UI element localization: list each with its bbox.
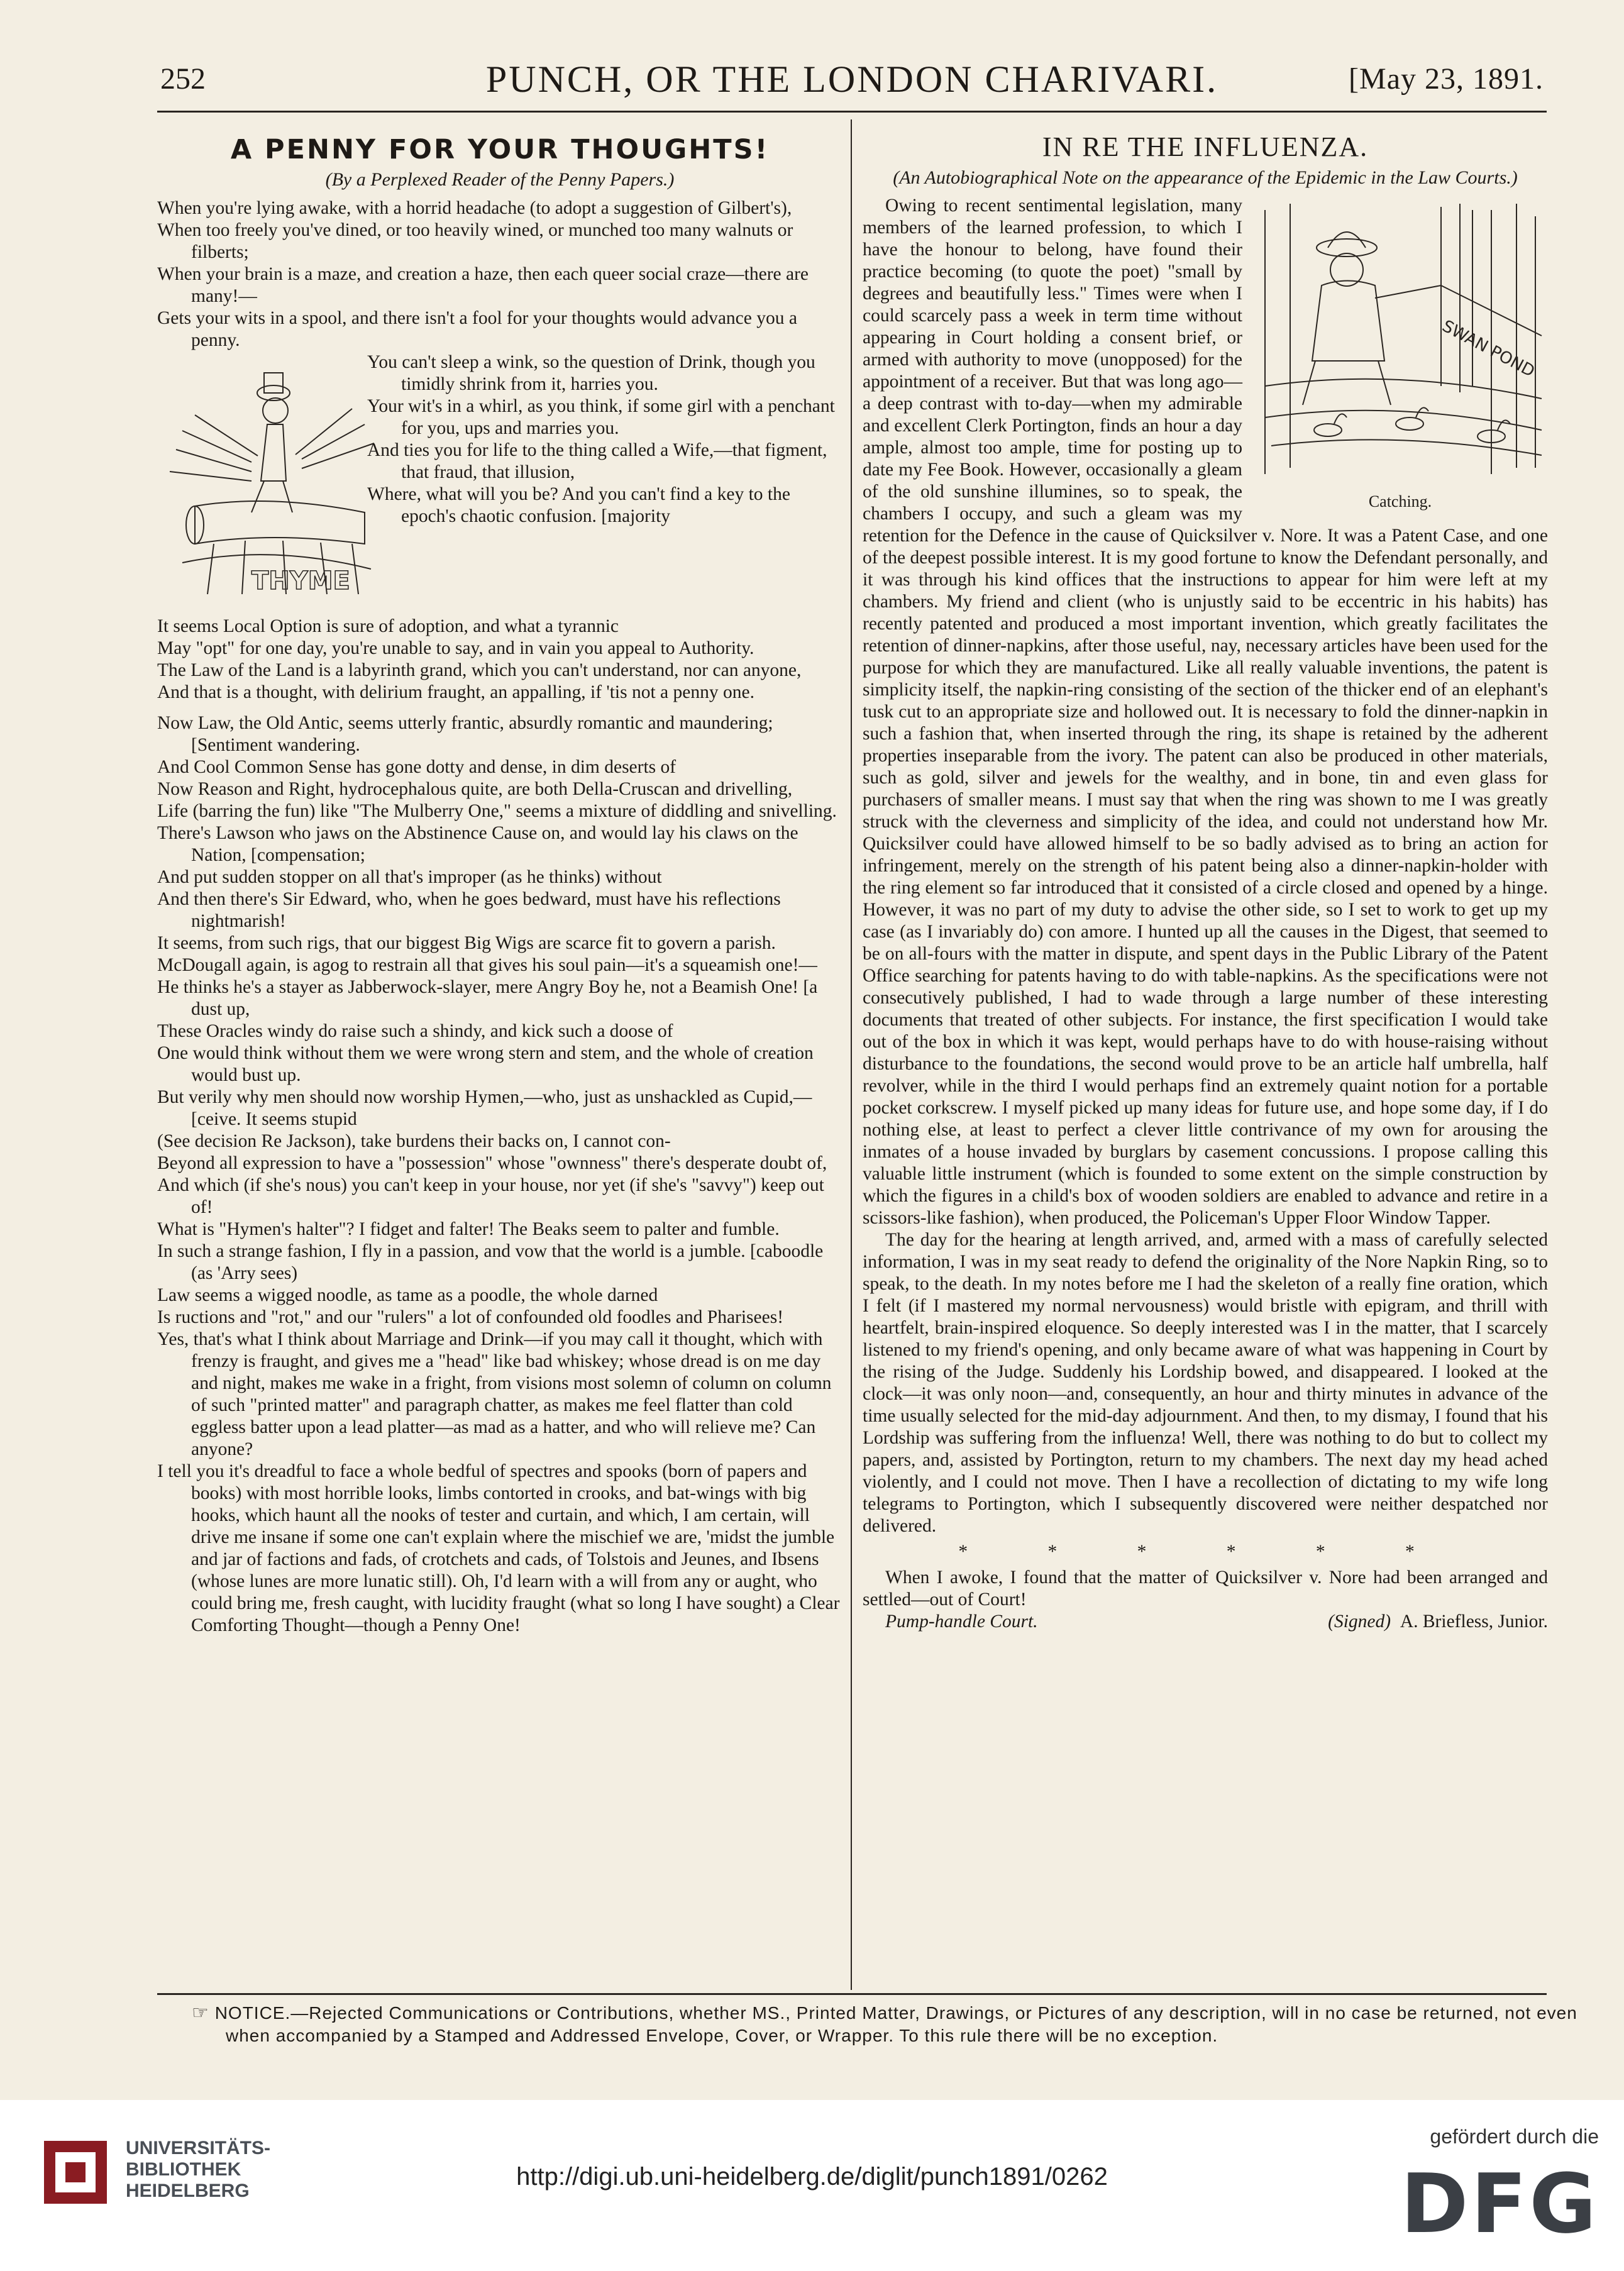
poem-line: (See decision Re Jackson), take burdens their backs on, I cannot con- bbox=[157, 1131, 671, 1151]
poem-line: Law seems a wigged noodle, as tame as a poodle, the whole darned bbox=[157, 1285, 658, 1305]
poem-line: And Cool Common Sense has gone dotty and dense, in dim deserts of bbox=[157, 757, 677, 777]
signoff-name: A. Briefless, Junior. bbox=[1400, 1611, 1548, 1632]
poem-line: There's Lawson who jaws on the Abstinence Cause on, and would lay his claws on the Nation, [compensation; bbox=[157, 823, 798, 865]
illustration-caption: Catching. bbox=[1368, 492, 1432, 511]
institution-name: UNIVERSITÄTS- BIBLIOTHEK HEIDELBERG bbox=[126, 2138, 271, 2201]
poem-line: And that is a thought, with delirium fraught, an appalling, if 'tis not a penny one. bbox=[157, 682, 754, 702]
poem-line: Beyond all expression to have a "possession" whose "ownness" there's desperate doubt of, bbox=[157, 1153, 827, 1173]
poem-line: Yes, that's what I think about Marriage and Drink—if you may call it thought, which with frenzy is fraught, and gives me a "head" like bad whiskey; whose dread is on me day and night, makes me wake in a fright, from visions most solemn of column on column of such "printed matter" and paragraph chatter, as makes me feel flatter than cold eggless batter upon a lead platter—as mad as a hatter, and who will relieve me? Can anyone? bbox=[157, 1329, 832, 1459]
poem-line: And then there's Sir Edward, who, when he goes bedward, must have his reflections nightmarish! bbox=[157, 889, 781, 931]
poem-byline: (By a Perplexed Reader of the Penny Papers.) bbox=[325, 169, 675, 190]
section-break-stars: * * * * * * bbox=[958, 1542, 1452, 1562]
dfg-logo: DFG bbox=[1400, 2156, 1599, 2252]
poem-line: Now Law, the Old Antic, seems utterly frantic, absurdly romantic and maundering; [Sentiment wandering. bbox=[157, 713, 773, 755]
pointing-hand-icon: ☞ bbox=[192, 2003, 209, 2023]
stanza-break bbox=[157, 704, 842, 712]
poem-line: It seems, from such rigs, that our biggest Big Wigs are scarce fit to govern a parish. bbox=[157, 933, 776, 953]
article-subtitle: (An Autobiographical Note on the appearance of the Epidemic in the Law Courts.) bbox=[893, 167, 1518, 188]
funded-by-text: gefördert durch die bbox=[1430, 2125, 1599, 2148]
poem-line: It seems Local Option is sure of adoption, and what a tyrannic bbox=[157, 616, 619, 636]
article-title: IN RE THE INFLUENZA. bbox=[1042, 131, 1369, 162]
article-paragraph: Owing to recent sentimental legislation, many members of the learned profession, to which I have the honour to belong, have found their practice becoming (to quote the poet) "small by degrees and beautifully less." Times were when I could scarcely pass a week in term time without appearing in Court holding a consent brief, or armed with authority to move (unopposed) for the appointment of a receiver. But that was long ago—a deep contrast with to-day—when my admirable and excellent Clerk Portington, finds an hour a day ample, almost too ample, time for posting up to date my Fee Book. However, occasionally a gleam of the old sunshine illumines, so to speak, the chambers I occupy, and such a gleam was my retention for the Defence in the cause of Quicksilver v. Nore. It was a Patent Case, and one of the deepest possible interest. It is my good fortune to know the Defendant personally, and it was through his kind offices that the instructions to appear for him were left at my chambers. My friend and client (who is unjustly said to be eccentric in his habits) has recently patented and produced a most important invention, which greatly facilitates the retention of dinner-napkins, after those useful, nay, necessary articles have been used for the purpose for which they are manufactured. Like all really valuable inventions, the patent is simplicity itself, the napkin-ring consisting of the section of the thicker end of an elephant's tusk cut to an appropriate size and hollowed out. It is necessary to fold the dinner-napkin in such a fashion that, when inserted through the ring, its shape is retained by the adherent properties inseparable from the ivory. The patent can also be produced in other materials, such as gold, silver and jewels for the wealthy, and in bone, tin and even glass for purchasers of smaller means. I must say that when the ring was shown to me I was greatly struck with the cleverness and simplicity of the idea, and could not understand how Mr. Quicksilver could have allowed himself to be so badly advised as to bring an action for infringement, merely on the strength of his patent being also a dinner-napkin-holder with the ring element so far introduced that it consisted of a circle closed and opened by a hinge. However, it was no part of my duty to advise the other side, so I set to work to get up my case (as I invariably do) con amore. I hunted up all the causes in the Digest, that seemed to be on all-fours with the matter in dispute, and spent days in the Public Library of the Patent Office searching for patents having to do with table-napkins. As the specifications were not consecutively published, I had to wade through a large number of these interesting documents that treated of other subjects. For instance, the first specification I would take out of the box in which it was kept, would perhaps have to do with house-raising without disturbance to the foundations, the second would prove to be an article half umbrella, half revolver, while in the third I would perhaps find an extremely quaint notion for a portable pocket corkscrew. I myself picked up many ideas for future use, and hope some day, if I do nothing else, at least to perfect a clever little contrivance of my own for arousing the inmates of a house invaded by burglars by casement concussions. I propose calling this valuable little instrument (which is founded to some extent on the simple construction by which the figures in a child's box of wooden soldiers are enabled to advance and retire in a scissors-like fashion), when produced, the Policeman's Upper Floor Window Tapper. bbox=[863, 196, 1548, 1228]
poem-column bbox=[157, 126, 842, 1637]
illustration-drawing bbox=[1252, 197, 1548, 487]
masthead-title: PUNCH, OR THE LONDON CHARIVARI. bbox=[485, 58, 1218, 100]
signoff-signed: (Signed) bbox=[1328, 1611, 1391, 1632]
illustration-drawing bbox=[157, 355, 390, 613]
poem-line: I tell you it's dreadful to face a whole bedful of spectres and spooks (born of papers and books) with most horrible looks, limbs contorted in crooks, and bat-wings with big hooks, which haunt all the nooks of tester and curtain, and which, I am certain, will drive me insane if some one can't explain where the mischief we are, 'midst the jumble and jar of factions and fads, of crotchets and cads, of Tolstois and Jeunes, and Ibsens (whose lunes are more lunatic still). Oh, I'd learn with a will from any or aught, who could bring me, fresh caught, with lucidity fraught (what so long I have sought) a Clear Comforting Thought—though a Penny One! bbox=[157, 1461, 840, 1635]
poem-line: You can't sleep a wink, so the question of Drink, though you timidly shrink from it, harries you. bbox=[367, 352, 815, 394]
poem-line: McDougall again, is agog to restrain all that gives his soul pain—it's a squeamish one!— bbox=[157, 955, 817, 975]
notice-text: NOTICE.—Rejected Communications or Contributions, whether MS., Printed Matter, Drawings, or Pictures of any description, will in no case be returned, not even when accompanied by a Stamped and Addressed Envelope, Cover, or Wrapper. To this rule there will be no exception. bbox=[214, 2003, 1577, 2045]
signoff-place: Pump-handle Court. bbox=[885, 1611, 1038, 1632]
poem-line: These Oracles windy do raise such a shindy, and kick such a doose of bbox=[157, 1021, 673, 1041]
column-divider bbox=[851, 119, 852, 1990]
poem-line: Is ructions and "rot," and our "rulers" a lot of confounded old foodles and Pharisees! bbox=[157, 1307, 784, 1327]
source-url-link[interactable]: http://digi.ub.uni-heidelberg.de/diglit/punch1891/0262 bbox=[516, 2163, 1108, 2191]
poem-line: Now Reason and Right, hydrocephalous quite, are both Della-Cruscan and drivelling, bbox=[157, 779, 793, 799]
header-rule bbox=[157, 111, 1547, 113]
poem-line: May "opt" for one day, you're unable to say, and in vain you appeal to Authority. bbox=[157, 638, 754, 658]
flying-figure-illustration bbox=[157, 355, 390, 613]
poem-line: And ties you for life to the thing called a Wife,—that figment, that fraud, that illusion, bbox=[367, 440, 827, 482]
poem-line: One would think without them we were wrong stern and stem, and the whole of creation would bust up. bbox=[157, 1043, 814, 1085]
poem-title: A PENNY FOR YOUR THOUGHTS! bbox=[230, 134, 770, 165]
poem-line: And which (if she's nous) you can't keep in your house, nor yet (if she's "savvy") keep out of! bbox=[157, 1175, 824, 1217]
poem-stanza bbox=[157, 712, 842, 1637]
page-header bbox=[160, 58, 1544, 104]
poem-line: He thinks he's a stayer as Jabberwock-slayer, mere Angry Boy he, not a Beamish One! [a dust up, bbox=[157, 977, 818, 1019]
article-signoff bbox=[863, 1611, 1548, 1633]
article-paragraph: The day for the hearing at length arrived, and, armed with a mass of carefully selected information, I was in my seat ready to defend the originality of the Nore Napkin Ring, so to speak, to the death. In my notes before me I had the skeleton of a really fine oration, which I felt (if I mastered my normal nervousness) would bristle with epigram, and thrill with heartfelt, brain-inspired eloquence. So deeply interested was I in the matter, that I scarcely listened to my friend's opening, and only became aware of what was happening in Court by the rising of the Judge. Suddenly his Lordship bowed, and disappeared. I looked at the clock—it was only noon—and, consequently, an hour and thirty minutes in advance of the time usually selected for the mid-day adjournment. And then, to my dismay, I found that his Lordship was suffering from the influenza! Well, there was nothing to do but to collect my papers, and, assisted by Portington, return to my chambers. The next day my head ached violently, and I could not move. Then I have a recollection of dictating to my wife long telegrams to Portington, which I subsequently discovered were neither despatched nor delivered. bbox=[863, 1230, 1548, 1536]
figure-label: THYME bbox=[251, 566, 350, 595]
poem-line: When you're lying awake, with a horrid headache (to adopt a suggestion of Gilbert's), bbox=[157, 198, 792, 218]
poem-line: And put sudden stopper on all that's improper (as he thinks) without bbox=[157, 867, 662, 887]
issue-date: [May 23, 1891. bbox=[1349, 62, 1544, 96]
page-number: 252 bbox=[160, 62, 206, 96]
notice-box bbox=[192, 2002, 1577, 2047]
poem-line: When too freely you've dined, or too heavily wined, or munched too many walnuts or filberts; bbox=[157, 220, 793, 262]
fishing-illustration bbox=[1252, 197, 1548, 512]
figure-label: SWAN POND bbox=[1439, 316, 1538, 382]
poem-line: When your brain is a maze, and creation a haze, then each queer social craze—there are many!— bbox=[157, 264, 809, 306]
digitization-footer bbox=[0, 2100, 1624, 2271]
poem-line: What is "Hymen's halter"? I fidget and falter! The Beaks seem to palter and fumble. bbox=[157, 1219, 780, 1239]
poem-line: But verily why men should now worship Hymen,—who, just as unshackled as Cupid,— [ceive. It seems stupid bbox=[157, 1087, 812, 1129]
poem-line: Your wit's in a whirl, as you think, if some girl with a penchant for you, ups and marries you. bbox=[367, 396, 835, 438]
poem-line: In such a strange fashion, I fly in a passion, and vow that the world is a jumble. [caboodle (as 'Arry sees) bbox=[157, 1241, 824, 1283]
poem-line: The Law of the Land is a labyrinth grand, which you can't understand, nor can anyone, bbox=[157, 660, 802, 680]
article-column bbox=[863, 126, 1548, 1633]
poem-line: Gets your wits in a spool, and there isn't a fool for your thoughts would advance you a penny. bbox=[157, 308, 797, 350]
poem-line: Where, what will you be? And you can't find a key to the epoch's chaotic confusion. [majority bbox=[367, 484, 790, 526]
article-paragraph: When I awoke, I found that the matter of Quicksilver v. Nore had been arranged and settled—out of Court! bbox=[863, 1567, 1548, 1610]
poem-line: Life (barring the fun) like "The Mulberry One," seems a mixture of diddling and snivelling. bbox=[157, 801, 837, 821]
footer-rule bbox=[157, 1993, 1547, 1995]
